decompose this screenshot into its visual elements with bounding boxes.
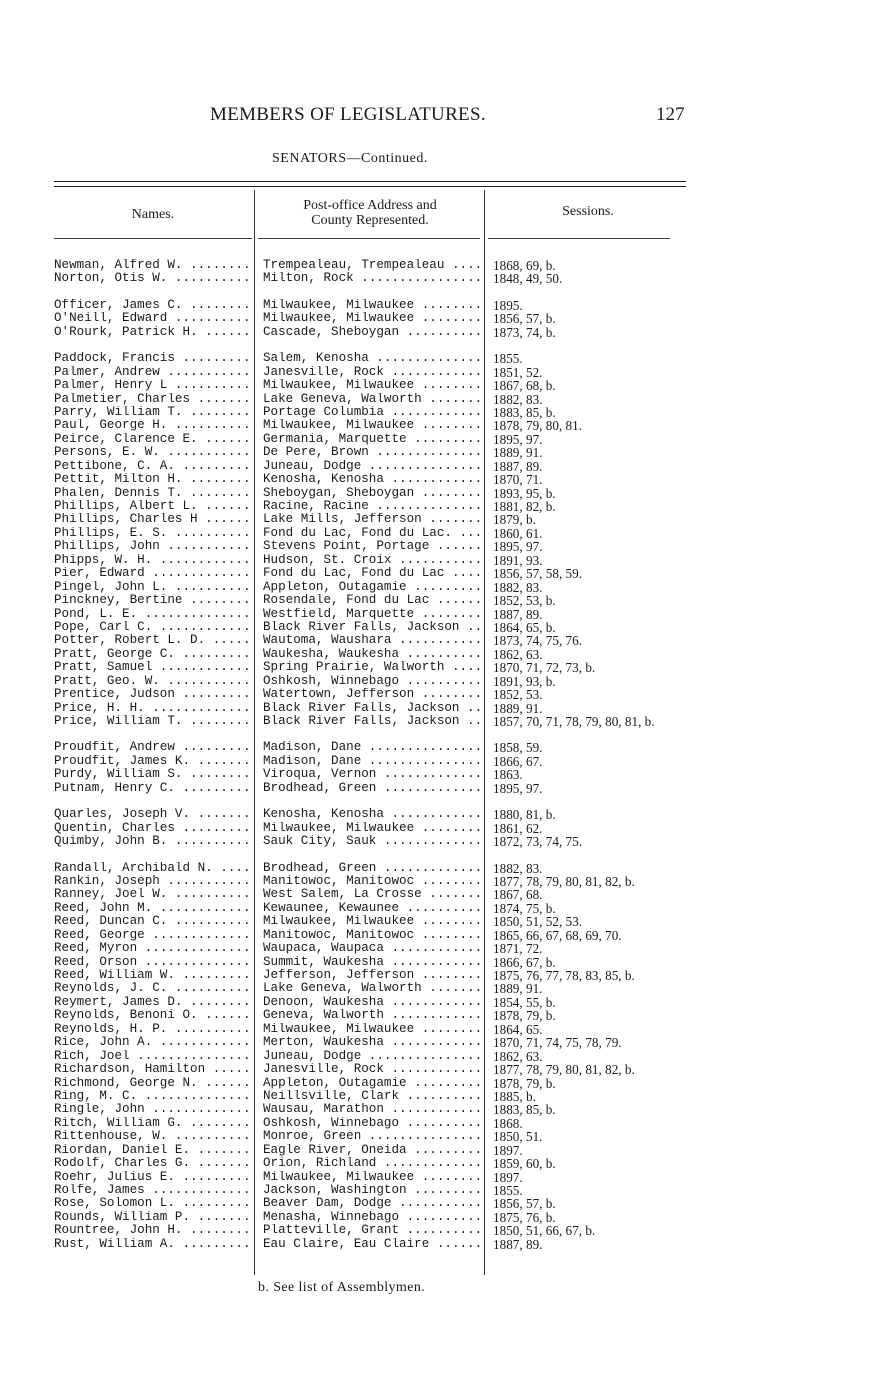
senator-name: Pier, Edward ..... [54,567,252,580]
table-row [0,352,869,365]
table-row [0,1009,869,1022]
post-office-address: Fond du Lac, Fond du Lac. ..... [263,527,482,540]
sessions: 1895, 97. [493,539,543,555]
table-row [0,768,869,781]
table-row [0,259,869,272]
sessions: 1882, 83. [493,860,543,876]
sessions: 1854, 55, b. [493,994,556,1010]
sessions: 1895. [493,297,523,313]
table-row [0,299,869,312]
senator-name: Peirce, Clarence E. ..... [54,433,252,446]
senator-name: Quarles, Joseph V. ..... [54,808,252,821]
post-office-address: Appleton, Outagamie ..... [263,581,482,594]
sessions: 1855. [493,1183,523,1198]
post-office-address: Manitowoc, Manitowoc ..... [263,929,482,942]
table-row [0,608,869,621]
page-number: 127 [656,104,685,125]
post-office-address: Milwaukee, Milwaukee ..... [263,299,482,312]
post-office-address: Oshkosh, Winnebago ..... [263,1117,482,1130]
post-office-address: Lake Mills, Jefferson ..... [263,513,482,526]
senator-name: Paddock, Francis ..... [54,352,252,365]
post-office-address: Waupaca, Waupaca ..... [263,942,482,955]
table-row [0,272,869,285]
table-row [0,741,869,754]
sessions: 1895, 97. [493,431,543,447]
header-underline-sessions [488,238,670,239]
sessions: 1852, 53. [493,687,543,703]
sessions: 1868, 69, b. [493,258,556,273]
senator-name: Reymert, James D. ..... [54,996,252,1009]
post-office-address: Racine, Racine ..... [263,500,482,513]
senator-name: Reed, Myron ..... [54,942,252,955]
sessions: 1861, 62. [493,820,543,836]
sessions: 1850, 51. [493,1129,543,1145]
post-office-address: Viroqua, Vernon ..... [263,768,482,781]
sessions: 1864, 65, b. [493,619,556,635]
column-header-address-line2: County Represented. [311,213,429,228]
post-office-address: Milwaukee, Milwaukee ..... [263,1023,482,1036]
table-row [0,702,869,715]
senator-name: Rolfe, James ..... [54,1184,252,1197]
senator-name: Pond, L. E. ..... [54,608,252,621]
senator-name: Reed, John M. ..... [54,902,252,915]
table-row [0,888,869,901]
sessions: 1856, 57, 58, 59. [493,566,583,582]
senator-name: Pettibone, C. A. ..... [54,460,252,473]
senator-name: Pingel, John L. ..... [54,581,252,594]
post-office-address: Geneva, Walworth ..... [263,1009,482,1022]
sessions: 1877, 78, 79, 80, 81, 82, b. [493,873,635,889]
table-row [0,996,869,1009]
post-office-address: Madison, Dane ..... [263,741,482,754]
table-row [0,1238,869,1251]
sessions: 1872, 73, 74, 75. [493,834,583,850]
table-row [0,312,869,325]
post-office-address: Fond du Lac, Fond du Lac ..... [263,567,482,580]
senator-name: Rounds, William P. ..... [54,1211,252,1224]
senator-name: Persons, E. W. ..... [54,446,252,459]
table-row [0,326,869,339]
sessions: 1857, 70, 71, 78, 79, 80, 81, b. [493,714,655,729]
senator-name: Palmer, Henry L ..... [54,379,252,392]
senator-name: Rountree, John H. ..... [54,1224,252,1237]
senator-name: Proudfit, James K. ..... [54,755,252,768]
senator-name: Price, H. H. ..... [54,702,252,715]
table-row [0,755,869,768]
table-row [0,875,869,888]
senator-name: Rice, John A. ..... [54,1036,252,1049]
sessions: 1878, 79, b. [493,1008,556,1024]
sessions: 1852, 53, b. [493,593,556,609]
post-office-address: Brodhead, Green ..... [263,782,482,795]
sessions: 1871, 72. [493,941,543,957]
post-office-address: Kenosha, Kenosha ..... [263,473,482,486]
table-row [0,379,869,392]
table-row [0,460,869,473]
sessions: 1883, 85, b. [493,404,556,420]
senator-name: Rose, Solomon L. ..... [54,1197,252,1210]
post-office-address: Lake Geneva, Walworth ..... [263,393,482,406]
post-office-address: Janesville, Rock ..... [263,366,482,379]
senator-name: Phillips, Albert L. ..... [54,500,252,513]
post-office-address: Neillsville, Clark ..... [263,1090,482,1103]
senator-name: Reed, William W. ..... [54,969,252,982]
table-row [0,1157,869,1170]
sessions: 1889, 91. [493,445,543,461]
senator-name: Putnam, Henry C. ..... [54,782,252,795]
senator-name: Phillips, E. S. ..... [54,527,252,540]
sessions: 1878, 79, b. [493,1075,556,1091]
post-office-address: Milwaukee, Milwaukee ..... [263,312,482,325]
sessions: 1891, 93, b. [493,673,556,689]
table-row [0,782,869,795]
sessions: 1860, 61. [493,525,543,541]
post-office-address: Salem, Kenosha ..... [263,352,482,365]
sessions: 1875, 76, b. [493,1209,556,1225]
post-office-address: Monroe, Green ..... [263,1130,482,1143]
sessions: 1856, 57, b. [493,311,556,327]
table-row [0,366,869,379]
section-title: SENATORS—Continued. [272,151,428,166]
column-header-names: Names. [131,207,175,222]
sessions: 1870, 71. [493,472,543,488]
sessions: 1882, 83. [493,579,543,595]
table-row [0,969,869,982]
sessions: 1885, b. [493,1088,536,1104]
senator-name: Reed, Duncan C. ..... [54,915,252,928]
senator-name: Ring, M. C. ..... [54,1090,252,1103]
sessions: 1858, 59. [493,740,543,756]
sessions: 1889, 91. [493,700,543,716]
senator-name: Rich, Joel ..... [54,1050,252,1063]
sessions: 1882, 83. [493,391,543,407]
senator-name: Pinckney, Bertine ..... [54,594,252,607]
table-row [0,661,869,674]
post-office-address: Trempealeau, Trempealeau ..... [263,259,482,272]
page-title: MEMBERS OF LEGISLATURES. [210,104,486,125]
table-row [0,513,869,526]
table-row [0,406,869,419]
table-row [0,835,869,848]
senator-name: Potter, Robert L. D. ..... [54,634,252,647]
post-office-address: Wausau, Marathon ..... [263,1103,482,1116]
table-row [0,822,869,835]
post-office-address: De Pere, Brown ..... [263,446,482,459]
table-row [0,1197,869,1210]
post-office-address: Denoon, Waukesha ..... [263,996,482,1009]
column-header-address-line1: Post-office Address and [303,198,437,213]
table-row [0,433,869,446]
senator-name: Reynolds, J. C. ..... [54,982,252,995]
header-underline-names [54,238,252,239]
post-office-address: Germania, Marquette ..... [263,433,482,446]
post-office-address: Wautoma, Waushara ..... [263,634,482,647]
sessions: 1874, 75, b. [493,900,556,916]
senator-name: Pratt, Samuel ..... [54,661,252,674]
post-office-address: Appleton, Outagamie ..... [263,1077,482,1090]
post-office-address: Jefferson, Jefferson ..... [263,969,482,982]
table-row [0,942,869,955]
table-row [0,1103,869,1116]
post-office-address: Beaver Dam, Dodge ..... [263,1197,482,1210]
post-office-address: Summit, Waukesha ..... [263,956,482,969]
sessions: 1881, 82, b. [493,499,556,514]
senator-name: Purdy, William S. ..... [54,768,252,781]
senator-name: Quentin, Charles ..... [54,822,252,835]
senator-name: Ranney, Joel W. ..... [54,888,252,901]
post-office-address: Milwaukee, Milwaukee ..... [263,822,482,835]
post-office-address: Juneau, Dodge ..... [263,460,482,473]
senator-name: Officer, James C. ..... [54,299,252,312]
post-office-address: Merton, Waukesha ..... [263,1036,482,1049]
post-office-address: Milton, Rock ..... [263,272,482,285]
post-office-address: Kenosha, Kenosha ..... [263,808,482,821]
table-row [0,915,869,928]
sessions: 1866, 67, b. [493,954,556,970]
senator-name: Ringle, John ..... [54,1103,252,1116]
table-row [0,1090,869,1103]
sessions: 1897. [493,1169,523,1185]
post-office-address: Hudson, St. Croix ..... [263,554,482,567]
senator-name: Roehr, Julius E. ..... [54,1171,252,1184]
sessions: 1859, 60, b. [493,1156,556,1172]
sessions: 1862, 63. [493,646,543,662]
table-row [0,594,869,607]
senator-name: Richardson, Hamilton ..... [54,1063,252,1076]
sessions: 1870, 71, 72, 73, b. [493,660,596,676]
table-row [0,446,869,459]
post-office-address: Orion, Richland ..... [263,1157,482,1170]
senator-name: Reynolds, H. P. ..... [54,1023,252,1036]
senator-name: Quimby, John B. ..... [54,835,252,848]
sessions: 1848, 49, 50. [493,271,563,287]
sessions: 1866, 67. [493,753,543,769]
table-row [0,527,869,540]
sessions: 1864, 65. [493,1021,543,1037]
sessions: 1855. [493,351,523,367]
table-row [0,808,869,821]
post-office-address: Eau Claire, Eau Claire ..... [263,1238,482,1251]
sessions: 1877, 78, 79, 80, 81, 82, b. [493,1062,635,1078]
post-office-address: Menasha, Winnebago ..... [263,1211,482,1224]
table-row [0,715,869,728]
post-office-address: Spring Prairie, Walworth ..... [263,661,482,674]
table-row [0,1063,869,1076]
senators-list [0,259,869,1251]
post-office-address: Black River Falls, Jackson ..... [263,715,482,728]
senator-name: Reed, George ..... [54,929,252,942]
senator-name: Paul, George H. ..... [54,419,252,432]
sessions: 1889, 91. [493,981,543,997]
table-row [0,1117,869,1130]
senator-name: Randall, Archibald N. ..... [54,862,252,875]
table-row [0,688,869,701]
sessions: 1880, 81, b. [493,807,556,823]
sessions: 1895, 97. [493,780,543,796]
post-office-address: Platteville, Grant ..... [263,1224,482,1237]
table-row [0,982,869,995]
senator-name: Proudfit, Andrew ..... [54,741,252,754]
table-row [0,1077,869,1090]
senator-name: Palmer, Andrew ..... [54,366,252,379]
post-office-address: Sauk City, Sauk ..... [263,835,482,848]
sessions: 1850, 51, 66, 67, b. [493,1223,596,1239]
post-office-address: Lake Geneva, Walworth ..... [263,982,482,995]
post-office-address: Brodhead, Green ..... [263,862,482,875]
sessions: 1868. [493,1115,523,1131]
table-row [0,567,869,580]
top-rule-second [54,186,686,187]
table-row [0,419,869,432]
column-header-address [258,198,482,228]
table-row [0,634,869,647]
senator-name: Richmond, George N. ..... [54,1077,252,1090]
post-office-address: Juneau, Dodge ..... [263,1050,482,1063]
sessions: 1887, 89. [493,606,543,622]
table-row [0,1224,869,1237]
table-row [0,1023,869,1036]
post-office-address: Jackson, Washington ..... [263,1184,482,1197]
senator-name: Riordan, Daniel E. ..... [54,1144,252,1157]
table-row [0,648,869,661]
sessions: 1893, 95, b. [493,485,556,501]
sessions: 1875, 76, 77, 78, 83, 85, b. [493,968,635,983]
table-row [0,956,869,969]
senator-name: Palmetier, Charles ..... [54,393,252,406]
sessions: 1862, 63. [493,1048,543,1064]
table-row [0,554,869,567]
post-office-address: Eagle River, Oneida ..... [263,1144,482,1157]
post-office-address: Oshkosh, Winnebago ..... [263,675,482,688]
sessions: 1863. [493,767,523,783]
senator-name: O'Rourk, Patrick H. ..... [54,326,252,339]
post-office-address: Milwaukee, Milwaukee ..... [263,379,482,392]
post-office-address: Portage Columbia ..... [263,406,482,419]
senator-name: Rankin, Joseph ..... [54,875,252,888]
sessions: 1878, 79, 80, 81. [493,418,583,434]
table-row [0,929,869,942]
sessions: 1865, 66, 67, 68, 69, 70. [493,927,622,943]
senator-name: Price, William T. ..... [54,715,252,728]
post-office-address: Rosendale, Fond du Lac ..... [263,594,482,607]
table-row [0,393,869,406]
table-row [0,1050,869,1063]
senator-name: Prentice, Judson ..... [54,688,252,701]
post-office-address: Janesville, Rock ..... [263,1063,482,1076]
sessions: 1897. [493,1142,523,1158]
table-row [0,1184,869,1197]
sessions: 1879, b. [493,512,536,528]
post-office-address: Stevens Point, Portage ..... [263,540,482,553]
post-office-address: Milwaukee, Milwaukee ..... [263,1171,482,1184]
senator-name: Rodolf, Charles G. ..... [54,1157,252,1170]
senator-name: Pope, Carl C. ..... [54,621,252,634]
senator-name: Rust, William A. ..... [54,1238,252,1251]
post-office-address: Kewaunee, Kewaunee ..... [263,902,482,915]
post-office-address: Sheboygan, Sheboygan ..... [263,487,482,500]
table-row [0,675,869,688]
sessions: 1887, 89. [493,458,543,474]
sessions: 1891, 93. [493,552,543,568]
sessions: 1873, 74, 75, 76. [493,633,583,649]
post-office-address: Milwaukee, Milwaukee ..... [263,419,482,432]
sessions: 1850, 51, 52, 53. [493,914,583,930]
post-office-address: Milwaukee, Milwaukee ..... [263,915,482,928]
senator-name: Phalen, Dennis T. ..... [54,487,252,500]
senator-name: Norton, Otis W. ..... [54,272,252,285]
senator-name: Parry, William T. ..... [54,406,252,419]
footnote: b. See list of Assemblymen. [258,1280,426,1295]
post-office-address: Cascade, Sheboygan ..... [263,326,482,339]
sessions: 1887, 89. [493,1236,543,1252]
post-office-address: Black River Falls, Jackson ..... [263,702,482,715]
table-row [0,621,869,634]
sessions: 1851, 52. [493,364,543,380]
table-row [0,540,869,553]
table-row [0,1211,869,1224]
sessions: 1873, 74, b. [493,324,556,340]
senator-name: Ritch, William G. ..... [54,1117,252,1130]
senator-name: Pratt, George C. ..... [54,648,252,661]
sessions: 1870, 71, 74, 75, 78, 79. [493,1035,622,1051]
column-header-sessions: Sessions. [562,204,614,219]
table-row [0,581,869,594]
senator-name: O'Neill, Edward ..... [54,312,252,325]
senator-name: Newman, Alfred W. ..... [54,259,252,272]
post-office-address: Watertown, Jefferson ..... [263,688,482,701]
senator-name: Phillips, Charles H ..... [54,513,252,526]
table-row [0,473,869,486]
senator-name: Pratt, Geo. W. ..... [54,675,252,688]
table-row [0,500,869,513]
table-row [0,487,869,500]
table-row [0,1036,869,1049]
header-underline-address [258,238,480,239]
post-office-address: Waukesha, Waukesha ..... [263,648,482,661]
top-rule [54,181,686,182]
senator-name: Pettit, Milton H. ..... [54,473,252,486]
post-office-address: Black River Falls, Jackson ..... [263,621,482,634]
table-row [0,1171,869,1184]
sessions: 1856, 57, b. [493,1196,556,1212]
sessions: 1883, 85, b. [493,1102,556,1118]
table-row [0,902,869,915]
post-office-address: Manitowoc, Manitowoc ..... [263,875,482,888]
sessions: 1867, 68, b. [493,378,556,394]
senator-name: Reed, Orson ..... [54,956,252,969]
post-office-address: West Salem, La Crosse ..... [263,888,482,901]
senator-name: Phipps, W. H. ..... [54,554,252,567]
post-office-address: Westfield, Marquette ..... [263,608,482,621]
table-row [0,1144,869,1157]
senator-name: Phillips, John ..... [54,540,252,553]
senator-name: Reynolds, Benoni O. ..... [54,1009,252,1022]
sessions: 1867, 68. [493,887,543,903]
post-office-address: Madison, Dane ..... [263,755,482,768]
table-row [0,862,869,875]
table-row [0,1130,869,1143]
senator-name: Rittenhouse, W. ..... [54,1130,252,1143]
